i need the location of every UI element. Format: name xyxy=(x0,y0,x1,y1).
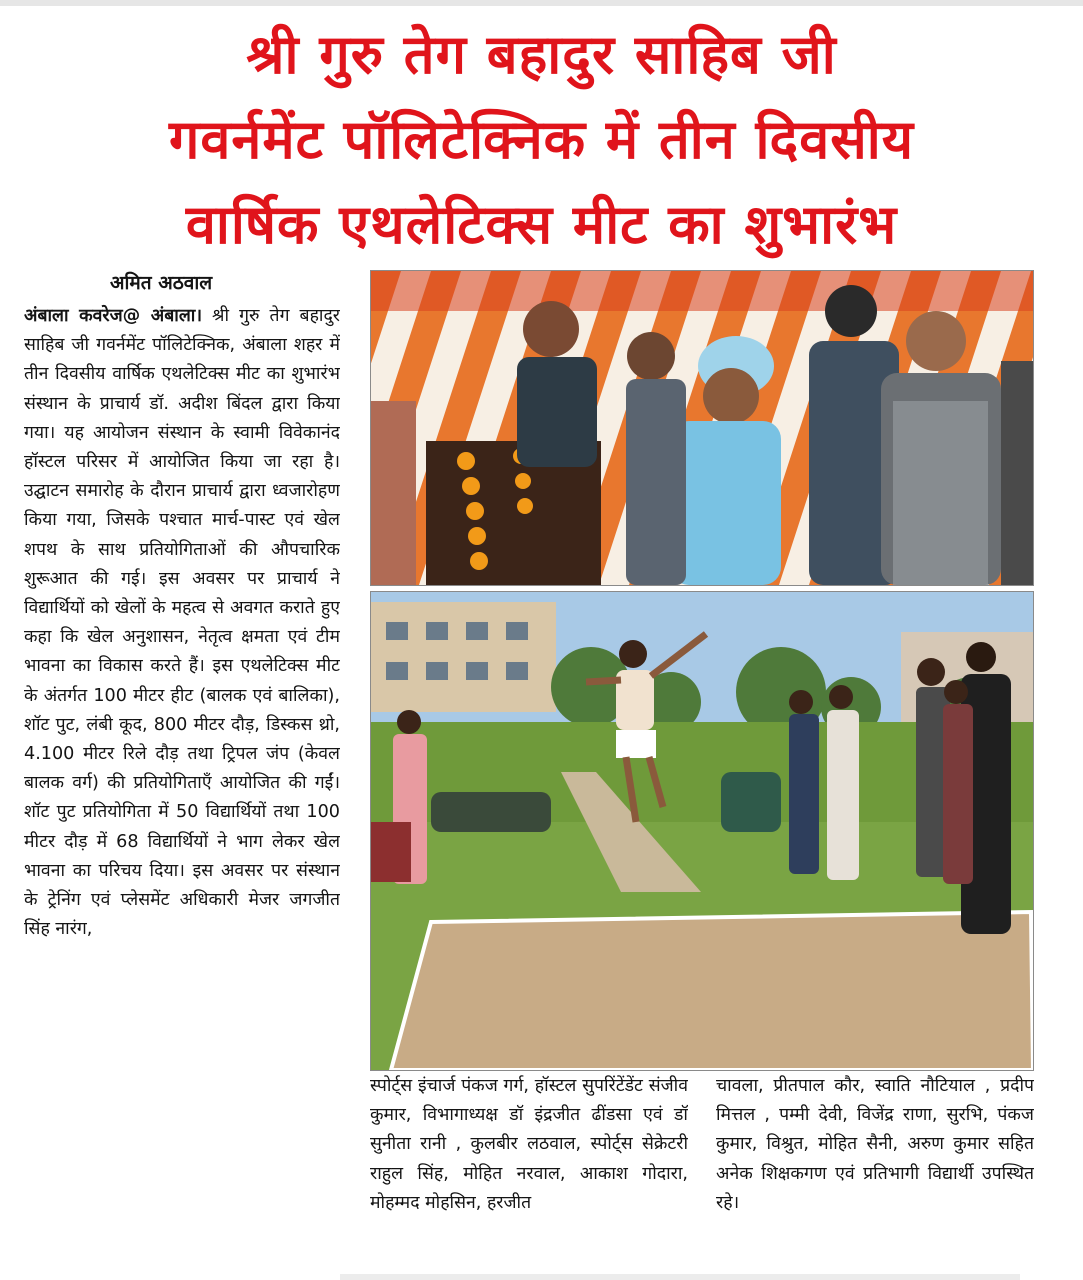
article-column-2 xyxy=(370,1072,688,1272)
column-1-body: श्री गुरु तेग बहादुर साहिब जी गवर्नमेंट पॉलिटेक्निक, अंबाला शहर में तीन दिवसीय वार्षिक एथलेटिक्स मीट का शुभारंभ संस्थान के प्राचार्य डॉ. अदीश बिंदल द्वारा किया गया। यह आयोजन संस्थान के स्वामी विवेकानंद हॉस्टल परिसर में आयोजित किया जा रहा है। उद्घाटन समारोह के दौरान प्राचार्य द्वारा ध्वजारोहण किया गया, जिसके पश्चात मार्च-पास्ट एवं खेल शपथ के साथ प्रतियोगिताओं की औपचारिक शुरूआत की गई। इस अवसर पर प्राचार्य ने विद्यार्थियों को खेलों के महत्व से अवगत कराते हुए कहा कि खेल अनुशासन, नेतृत्व क्षमता एवं टीम भावना का विकास करते हैं। इस एथलेटिक्स मीट के अंतर्गत 100 मीटर हीट (बालक एवं बालिका), शॉट पुट, लंबी कूद, 800 मीटर दौड़, डिस्कस थ्रो, 4.100 मीटर रिले दौड़ तथा ट्रिपल जंप (केवल बालक वर्ग) की प्रतियोगिताएँ आयोजित की गईं। शॉट पुट प्रतियोगिता में 50 विद्यार्थियों तथा 100 मीटर दौड़ में 68 विद्यार्थियों ने भाग लेकर खेल भावना का परिचय दिया। इस अवसर पर संस्थान के ट्रेनिंग एवं प्लेसमेंट अधिकारी मेजर जगजीत सिंह नारंग, xyxy=(24,306,340,940)
bottom-strip xyxy=(340,1274,1020,1280)
article-column-1 xyxy=(24,302,340,1272)
column-3-body: चावला, प्रीतपाल कौर, स्वाति नौटियाल , प्रदीप मित्तल , पम्मी देवी, विजेंद्र राणा, सुरभि, पंकज कुमार, विश्रुत, मोहित सैनी, अरुण कुमार सहित अनेक शिक्षकगण एवं प्रतिभागी विद्यार्थी उपस्थित रहे। xyxy=(716,1076,1034,1213)
headline-line-1: श्री गुरु तेग बहादुर साहिब जी xyxy=(246,23,837,86)
photo-long-jump-event xyxy=(370,591,1034,1071)
headline-line-3: वार्षिक एथलेटिक्स मीट का शुभारंभ xyxy=(185,193,898,256)
column-2-body: स्पोर्ट्स इंचार्ज पंकज गर्ग, हॉस्टल सुपरिंटेंडेंट संजीव कुमार, विभागाध्यक्ष डॉ इंद्रजीत ढींडसा एवं डॉ सुनीता रानी , कुलबीर लठवाल, स्पोर्ट्स सेक्रेटरी राहुल सिंह, मोहित नरवाल, आकाश गोदारा, मोहम्मद मोहसिन, हरजीत xyxy=(370,1076,688,1213)
byline: अमित अठवाल xyxy=(110,272,213,294)
photo-inauguration-ceremony xyxy=(370,270,1034,586)
headline xyxy=(20,12,1063,267)
headline-line-2: गवर्नमेंट पॉलिटेक्निक में तीन दिवसीय xyxy=(168,108,915,171)
article-column-3 xyxy=(716,1072,1034,1272)
top-strip xyxy=(0,0,1083,6)
inauguration-photo-illustration xyxy=(371,271,1033,585)
long-jump-photo-illustration xyxy=(371,592,1033,1070)
dateline: अंबाला कवरेज@ अंबाला। xyxy=(24,306,202,326)
